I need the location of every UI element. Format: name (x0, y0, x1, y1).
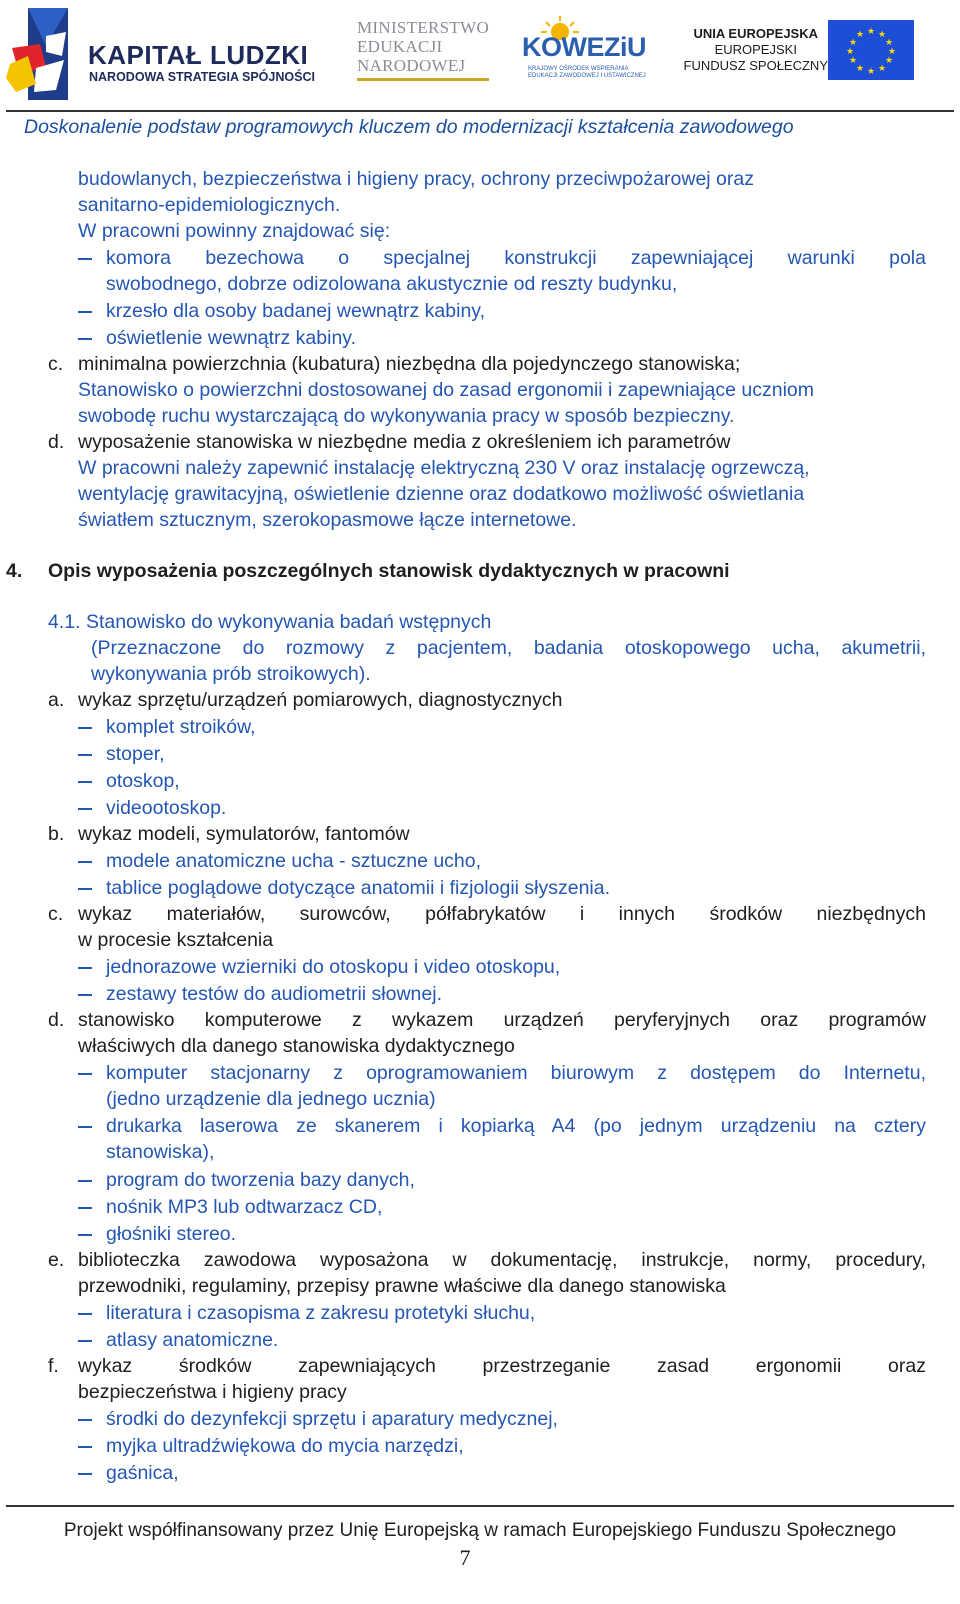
svg-text:★: ★ (866, 27, 876, 37)
list-item: gaśnica, (106, 1462, 179, 1484)
subsection-description: (Przeznaczone do rozmowy z pacjentem, badania otoskopowego ucha, akumetrii, (91, 637, 926, 659)
dash-bullet (78, 754, 92, 756)
list-item: videootoskop. (106, 797, 227, 819)
dash-bullet (78, 994, 92, 996)
dash-bullet (78, 1473, 92, 1475)
list-item: program do tworzenia bazy danych, (106, 1169, 415, 1191)
section-marker: d. (48, 431, 65, 453)
list-item: komputer stacjonarny z oprogramowaniem biurowym z dostępem do Internetu, (106, 1062, 926, 1084)
men-line-3: NARODOWEJ (357, 56, 466, 75)
koweziu-sub-line-1: KRAJOWY OŚRODEK WSPIERANIA (528, 66, 629, 72)
paragraph-line: swobodę ruchu wystarczającą do wykonywania pracy w sposób bezpieczny. (78, 405, 735, 427)
dash-bullet (78, 808, 92, 810)
page-number: 7 (459, 1545, 471, 1570)
list-item: zestawy testów do audiometrii słownej. (106, 983, 442, 1005)
list-item: komora bezechowa o specjalnej konstrukcji zapewniającej warunki pola (106, 247, 926, 269)
dash-bullet (78, 781, 92, 783)
page-header (0, 0, 960, 138)
section-heading: stanowisko komputerowe z wykazem urządzeń peryferyjnych oraz programów (78, 1009, 926, 1031)
dash-bullet (78, 967, 92, 969)
footer-rule (6, 1505, 954, 1507)
list-item: tablice poglądowe dotyczące anatomii i fizjologii słyszenia. (106, 877, 611, 899)
dash-bullet (78, 1073, 92, 1075)
dash-bullet (78, 1180, 92, 1182)
ue-text (684, 26, 828, 74)
section-marker: c. (48, 353, 64, 375)
svg-text:★: ★ (866, 67, 876, 77)
section-marker: c. (48, 903, 64, 925)
section-heading-continuation: właściwych dla danego stanowiska dydaktycznego (78, 1035, 515, 1057)
list-item: myjka ultradźwiękowa do mycia narzędzi, (106, 1435, 464, 1457)
koweziu-logo (520, 14, 650, 86)
kapital-ludzki-logo (6, 6, 316, 102)
paragraph-line: światłem sztucznym, szerokopasmowe łącze internetowe. (78, 509, 577, 531)
paragraph-line: budowlanych, bezpieczeństwa i higieny pracy, ochrony przeciwpożarowej oraz (78, 168, 754, 190)
section-marker: a. (48, 689, 65, 711)
dash-bullet (78, 258, 92, 260)
kapital-ludzki-title: KAPITAŁ LUDZKI (88, 40, 309, 70)
footer-text: Projekt współfinansowany przez Unię Europejską w ramach Europejskiego Funduszu Społecznego (63, 1520, 897, 1541)
dash-bullet (78, 1234, 92, 1236)
list-item-continuation: swobodnego, dobrze odizolowana akustycznie od reszty budynku, (106, 273, 678, 295)
svg-text:★: ★ (884, 56, 894, 66)
paragraph-line: Stanowisko o powierzchni dostosowanej do zasad ergonomii i zapewniające uczniom (78, 379, 814, 401)
ue-line-1: UNIA EUROPEJSKA (693, 26, 818, 41)
list-item: otoskop, (106, 770, 180, 792)
koweziu-subtitle (528, 66, 646, 80)
list-item: środki do dezynfekcji sprzętu i aparatury medycznej, (106, 1408, 558, 1430)
paragraph-line: wentylację grawitacyjną, oświetlenie dzienne oraz dodatkowo możliwość oświetlania (78, 483, 805, 505)
list-item: literatura i czasopisma z zakresu protetyki słuchu, (106, 1302, 536, 1324)
list-item: atlasy anatomiczne. (106, 1329, 279, 1351)
ue-logo (683, 20, 928, 90)
ue-line-2: EUROPEJSKI (714, 42, 797, 57)
section-heading: wyposażenie stanowiska w niezbędne media z określeniem ich parametrów (78, 431, 731, 453)
men-underline (357, 78, 489, 81)
section-marker: d. (48, 1009, 65, 1031)
section-heading: wykaz modeli, symulatorów, fantomów (78, 823, 410, 845)
list-item: stoper, (106, 743, 165, 765)
svg-text:★: ★ (884, 38, 894, 48)
svg-text:★: ★ (855, 64, 865, 74)
svg-text:★: ★ (877, 64, 887, 74)
paragraph-line: sanitarno-epidemiologicznych. (78, 194, 341, 216)
section-marker: e. (48, 1249, 65, 1271)
list-item: jednorazowe wzierniki do otoskopu i video otoskopu, (106, 956, 561, 978)
dash-bullet (78, 861, 92, 863)
section-heading-continuation: w procesie kształcenia (78, 929, 274, 951)
subsection-title: 4.1. Stanowisko do wykonywania badań wstępnych (48, 611, 492, 633)
men-line-2: EDUKACJI (357, 37, 443, 56)
list-item: głośniki stereo. (106, 1223, 237, 1245)
dash-bullet (78, 311, 92, 313)
list-item: nośnik MP3 lub odtwarzacz CD, (106, 1196, 383, 1218)
svg-text:★: ★ (848, 38, 858, 48)
svg-text:★: ★ (855, 30, 865, 40)
svg-text:★: ★ (877, 30, 887, 40)
section-heading: wykaz środków zapewniających przestrzeganie zasad ergonomii oraz (78, 1355, 926, 1377)
section-heading: wykaz materiałów, surowców, półfabrykatów i innych środków niezbędnych (78, 903, 926, 925)
svg-text:★: ★ (887, 47, 897, 57)
dash-bullet (78, 338, 92, 340)
document-subtitle: Doskonalenie podstaw programowych kluczem do modernizacji kształcenia zawodowego (24, 116, 794, 138)
list-item-continuation: (jedno urządzenie dla jednego ucznia) (106, 1088, 436, 1110)
list-item: drukarka laserowa ze skanerem i kopiarką A4 (po jednym urządzeniu na cztery (106, 1115, 926, 1137)
dash-bullet (78, 1313, 92, 1315)
list-item: krzesło dla osoby badanej wewnątrz kabiny, (106, 300, 486, 322)
subsection-description: wykonywania prób stroikowych). (91, 663, 371, 685)
svg-text:★: ★ (848, 56, 858, 66)
list-item-continuation: stanowiska), (106, 1141, 215, 1163)
dash-bullet (78, 1126, 92, 1128)
header-rule (6, 110, 954, 112)
section-heading-continuation: bezpieczeństwa i higieny pracy (78, 1381, 347, 1403)
svg-text:★: ★ (845, 47, 855, 57)
list-item: komplet stroików, (106, 716, 256, 738)
koweziu-title: KOWEZiU (522, 32, 646, 62)
men-logo (357, 18, 507, 80)
kapital-ludzki-subtitle: NARODOWA STRATEGIA SPÓJNOŚCI (89, 70, 315, 84)
dash-bullet (78, 1419, 92, 1421)
list-item: oświetlenie wewnątrz kabiny. (106, 327, 357, 349)
paragraph-line: W pracowni należy zapewnić instalację elektryczną 230 V oraz instalację ogrzewczą, (78, 457, 810, 479)
dash-bullet (78, 1207, 92, 1209)
koweziu-sub-line-2: EDUKACJI ZAWODOWEJ I USTAWICZNEJ (528, 73, 646, 79)
section-heading: minimalna powierzchnia (kubatura) niezbędna dla pojedynczego stanowiska; (78, 353, 741, 375)
section-marker: f. (48, 1355, 59, 1377)
section-4-title: Opis wyposażenia poszczególnych stanowisk dydaktycznych w pracowni (48, 560, 730, 582)
dash-bullet (78, 1446, 92, 1448)
dash-bullet (78, 888, 92, 890)
men-line-1: MINISTERSTWO (357, 18, 490, 37)
dash-bullet (78, 727, 92, 729)
paragraph-line: W pracowni powinny znajdować się: (78, 220, 391, 242)
dash-bullet (78, 1340, 92, 1342)
section-4-number: 4. (6, 560, 23, 582)
list-item: modele anatomiczne ucha - sztuczne ucho, (106, 850, 482, 872)
section-marker: b. (48, 823, 65, 845)
kapital-ludzki-emblem-icon (6, 6, 84, 102)
ue-line-3: FUNDUSZ SPOŁECZNY (683, 58, 828, 73)
section-heading: biblioteczka zawodowa wyposażona w dokumentację, instrukcje, normy, procedury, (78, 1249, 926, 1271)
section-heading: wykaz sprzętu/urządzeń pomiarowych, diagnostycznych (78, 689, 563, 711)
eu-flag-icon (828, 20, 914, 80)
section-heading-continuation: przewodniki, regulaminy, przepisy prawne właściwe dla danego stanowiska (78, 1275, 726, 1297)
